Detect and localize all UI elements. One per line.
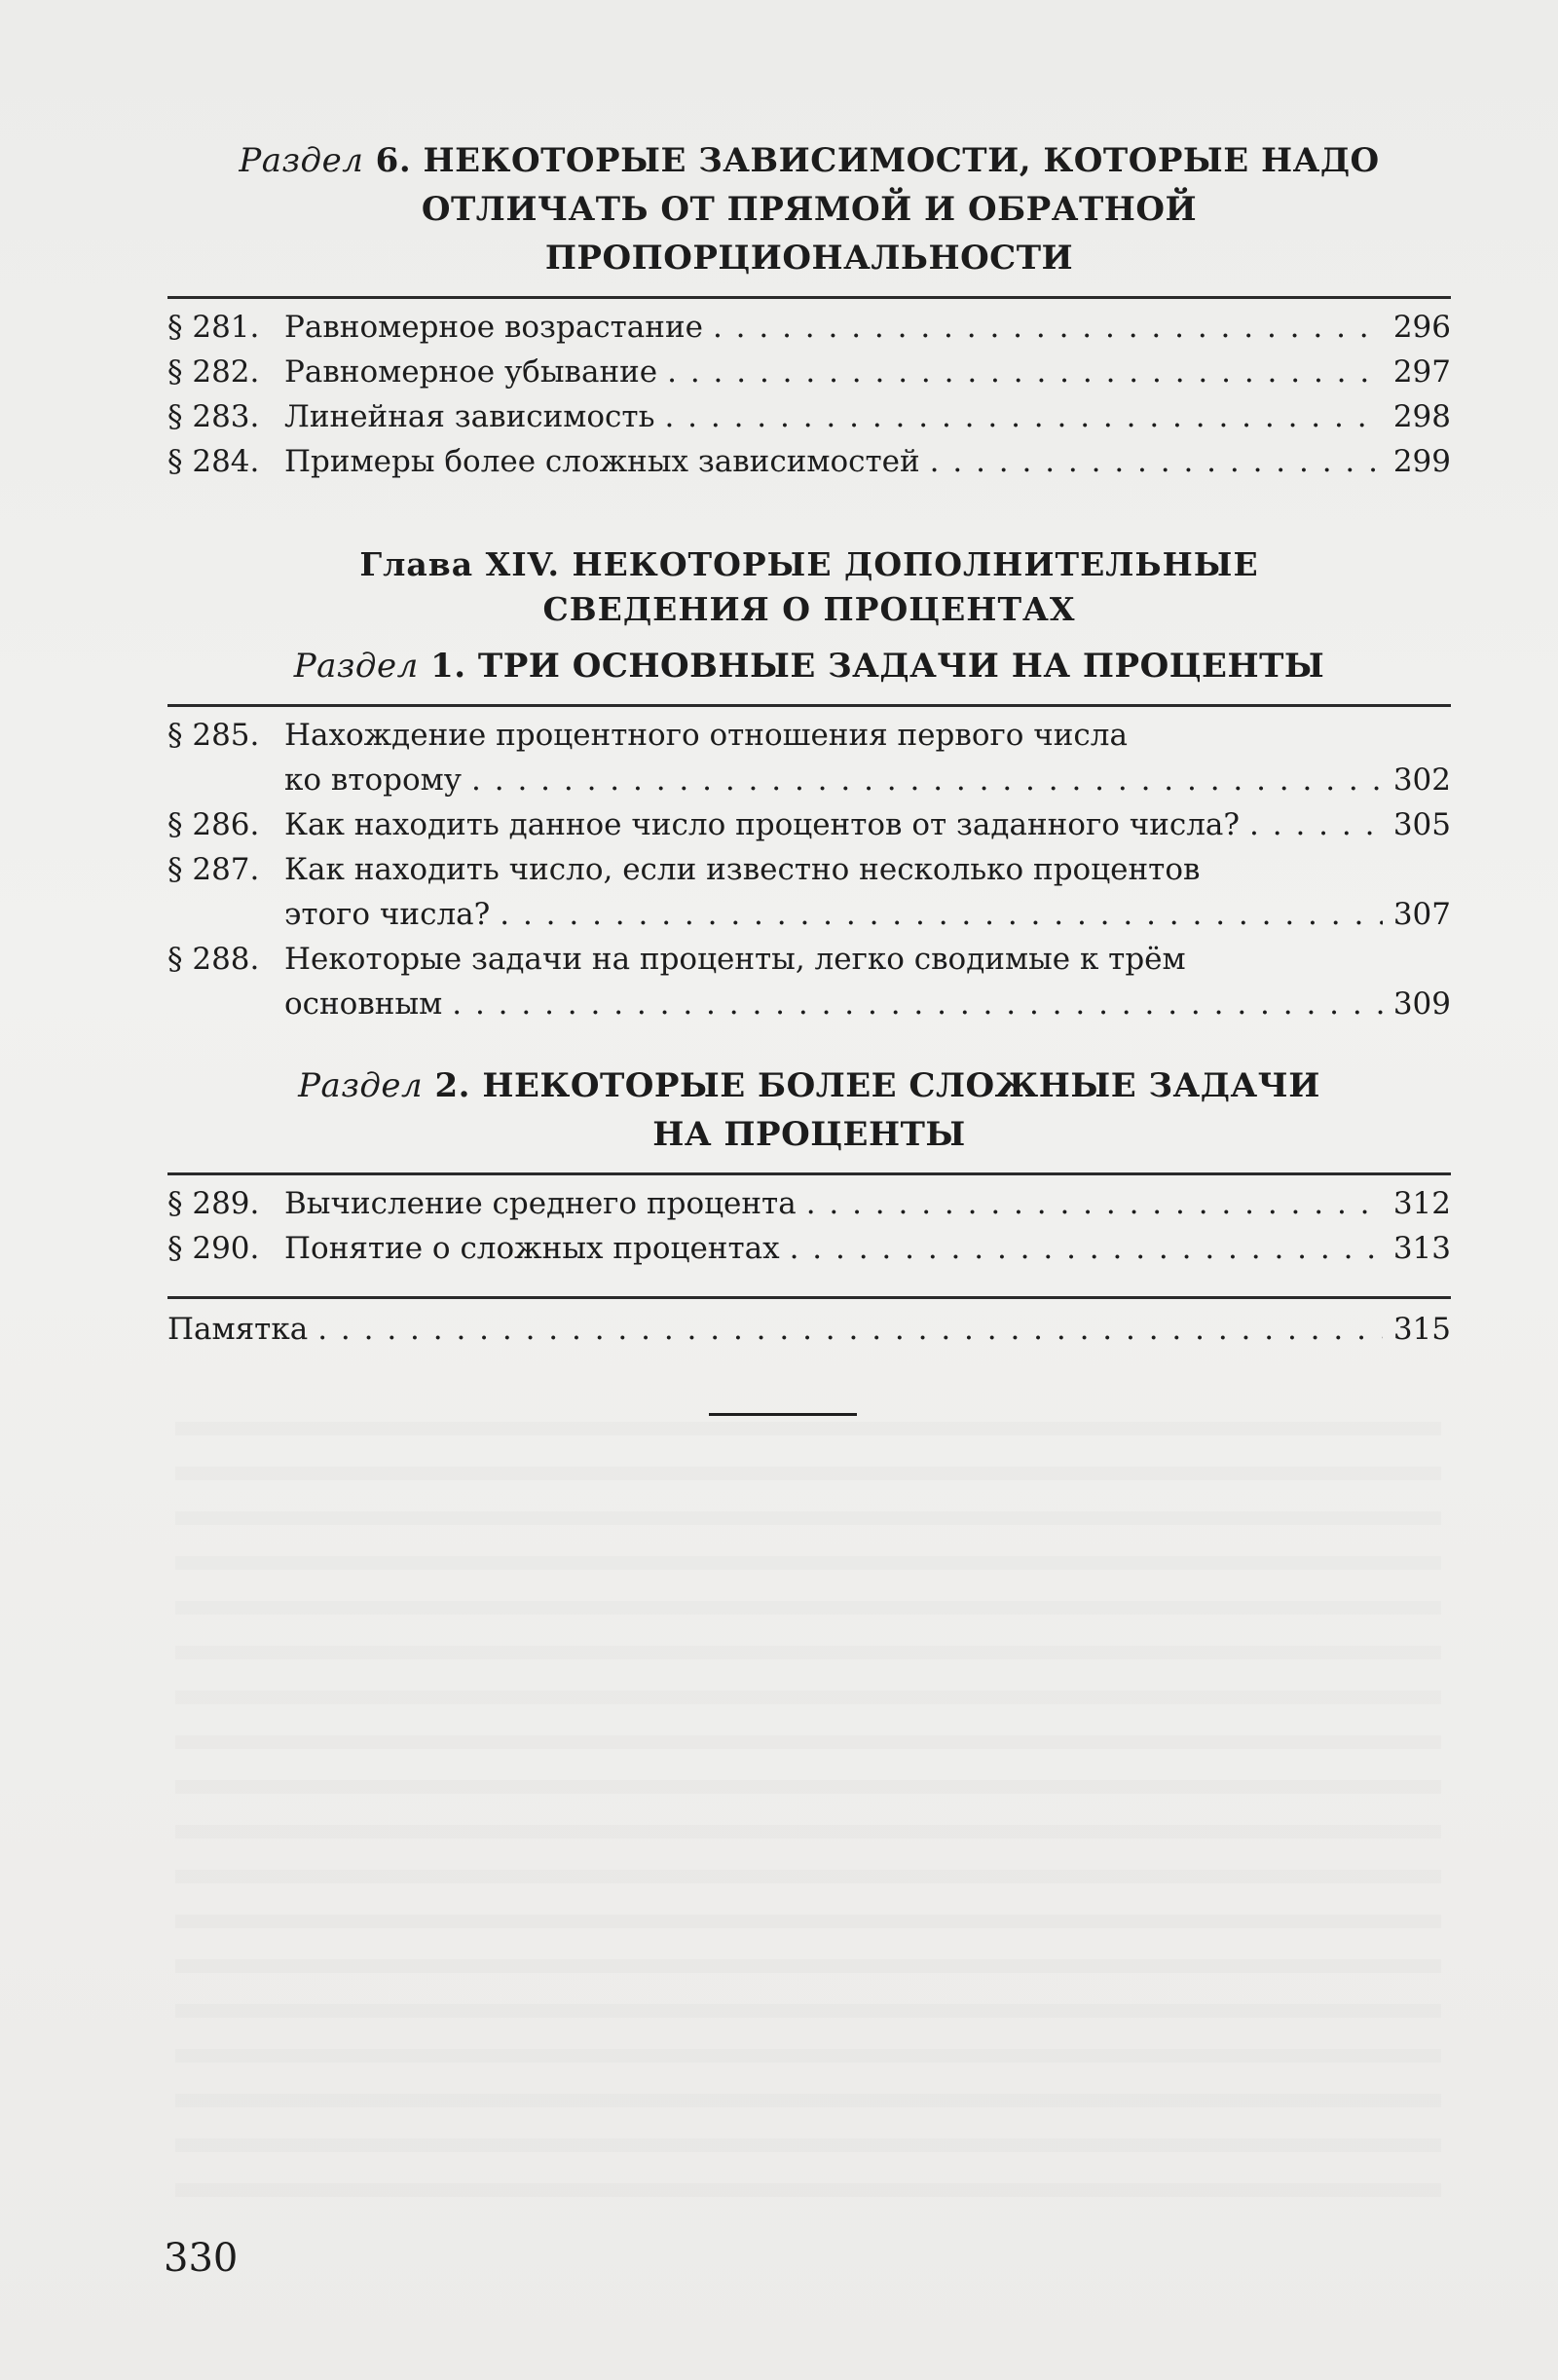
toc-entry-284[interactable] (167, 439, 1451, 484)
entry-title: Линейная зависимость (284, 399, 655, 434)
entry-title: Как находить данное число процентов от заданного числа? (284, 807, 1241, 842)
page-number: 330 (164, 2236, 239, 2281)
end-rule (709, 1413, 857, 1416)
section-2-heading (167, 1061, 1451, 1159)
section-word: Раздел (239, 141, 364, 180)
bleed-through-texture (175, 1422, 1441, 2220)
leader-dots (806, 1181, 1383, 1226)
leader-dots (452, 982, 1383, 1026)
entry-number: § 281. (167, 310, 260, 345)
section-title-line2: НА ПРОЦЕНТЫ (652, 1115, 966, 1154)
entry-number: § 288. (167, 942, 260, 977)
chapter-14-heading (167, 542, 1451, 632)
section-1-heading (167, 642, 1451, 690)
chapter-title-line1: Глава XIV. НЕКОТОРЫЕ ДОПОЛНИТЕЛЬНЫЕ (359, 545, 1259, 583)
toc-entry-287[interactable] (167, 847, 1451, 937)
entry-number: § 286. (167, 807, 260, 842)
section-word: Раздел (293, 647, 419, 686)
toc-entry-288[interactable] (167, 937, 1451, 1026)
leader-dots (500, 892, 1383, 937)
section-title-line1: 2. НЕКОТОРЫЕ БОЛЕЕ СЛОЖНЫЕ ЗАДАЧИ (423, 1066, 1320, 1105)
entry-number: § 284. (167, 444, 260, 479)
entry-page: 296 (1392, 310, 1451, 345)
entry-page: 298 (1392, 399, 1451, 434)
entry-title: Памятка (167, 1312, 309, 1347)
leader-dots (667, 350, 1383, 394)
section-title-line1: НЕКОТОРЫЕ ЗАВИСИМОСТИ, КОТОРЫЕ НАДО (423, 141, 1380, 180)
entry-title: Понятие о сложных процентах (284, 1231, 780, 1266)
entry-number: § 282. (167, 354, 260, 390)
table-of-contents (167, 136, 1451, 1352)
section-title: 1. ТРИ ОСНОВНЫЕ ЗАДАЧИ НА ПРОЦЕНТЫ (418, 647, 1325, 686)
leader-dots (471, 758, 1383, 802)
entry-title-line1: Некоторые задачи на проценты, легко сводимые к трём (284, 942, 1186, 977)
toc-entry-290[interactable] (167, 1226, 1451, 1271)
section-number: 6. (363, 141, 424, 180)
entry-page: 299 (1392, 444, 1451, 479)
leader-dots (1249, 802, 1383, 847)
toc-entry-285[interactable] (167, 713, 1451, 802)
entry-number: § 287. (167, 852, 260, 887)
leader-dots (930, 439, 1383, 484)
entry-page: 312 (1392, 1186, 1451, 1221)
entry-title-line2: этого числа? (284, 897, 491, 932)
toc-entry-283[interactable] (167, 394, 1451, 439)
chapter-title-line2: СВЕДЕНИЯ О ПРОЦЕНТАХ (542, 590, 1076, 628)
entry-page: 302 (1392, 762, 1451, 798)
entry-number: § 285. (167, 718, 260, 753)
section-title-line2: ОТЛИЧАТЬ ОТ ПРЯМОЙ И ОБРАТНОЙ ПРОПОРЦИОНАЛЬНОСТИ (421, 190, 1198, 278)
toc-entry-289[interactable] (167, 1181, 1451, 1226)
entry-page: 307 (1392, 897, 1451, 932)
entry-title-line1: Нахождение процентного отношения первого числа (284, 718, 1128, 753)
leader-dots (790, 1226, 1383, 1271)
toc-entry-286[interactable] (167, 802, 1451, 847)
entry-title: Вычисление среднего процента (284, 1186, 797, 1221)
entry-title: Равномерное возрастание (284, 310, 703, 345)
leader-dots (317, 1307, 1383, 1352)
entry-title: Примеры более сложных зависимостей (284, 444, 920, 479)
toc-entry-281[interactable] (167, 305, 1451, 350)
entry-page: 315 (1392, 1312, 1451, 1347)
entry-page: 297 (1392, 354, 1451, 390)
toc-entry-memo[interactable] (167, 1307, 1451, 1352)
leader-dots (713, 305, 1383, 350)
section-6-heading (167, 136, 1451, 282)
toc-entry-282[interactable] (167, 350, 1451, 394)
entry-number: § 290. (167, 1231, 260, 1266)
entry-title: Равномерное убывание (284, 354, 658, 390)
entry-title-line1: Как находить число, если известно несколько процентов (284, 852, 1201, 887)
section-word: Раздел (298, 1066, 424, 1105)
entry-title-line2: основным (284, 986, 443, 1022)
entry-page: 313 (1392, 1231, 1451, 1266)
entry-page: 309 (1392, 986, 1451, 1022)
entry-number: § 289. (167, 1186, 260, 1221)
entry-title-line2: ко второму (284, 762, 463, 798)
entry-number: § 283. (167, 399, 260, 434)
entry-page: 305 (1392, 807, 1451, 842)
leader-dots (664, 394, 1383, 439)
